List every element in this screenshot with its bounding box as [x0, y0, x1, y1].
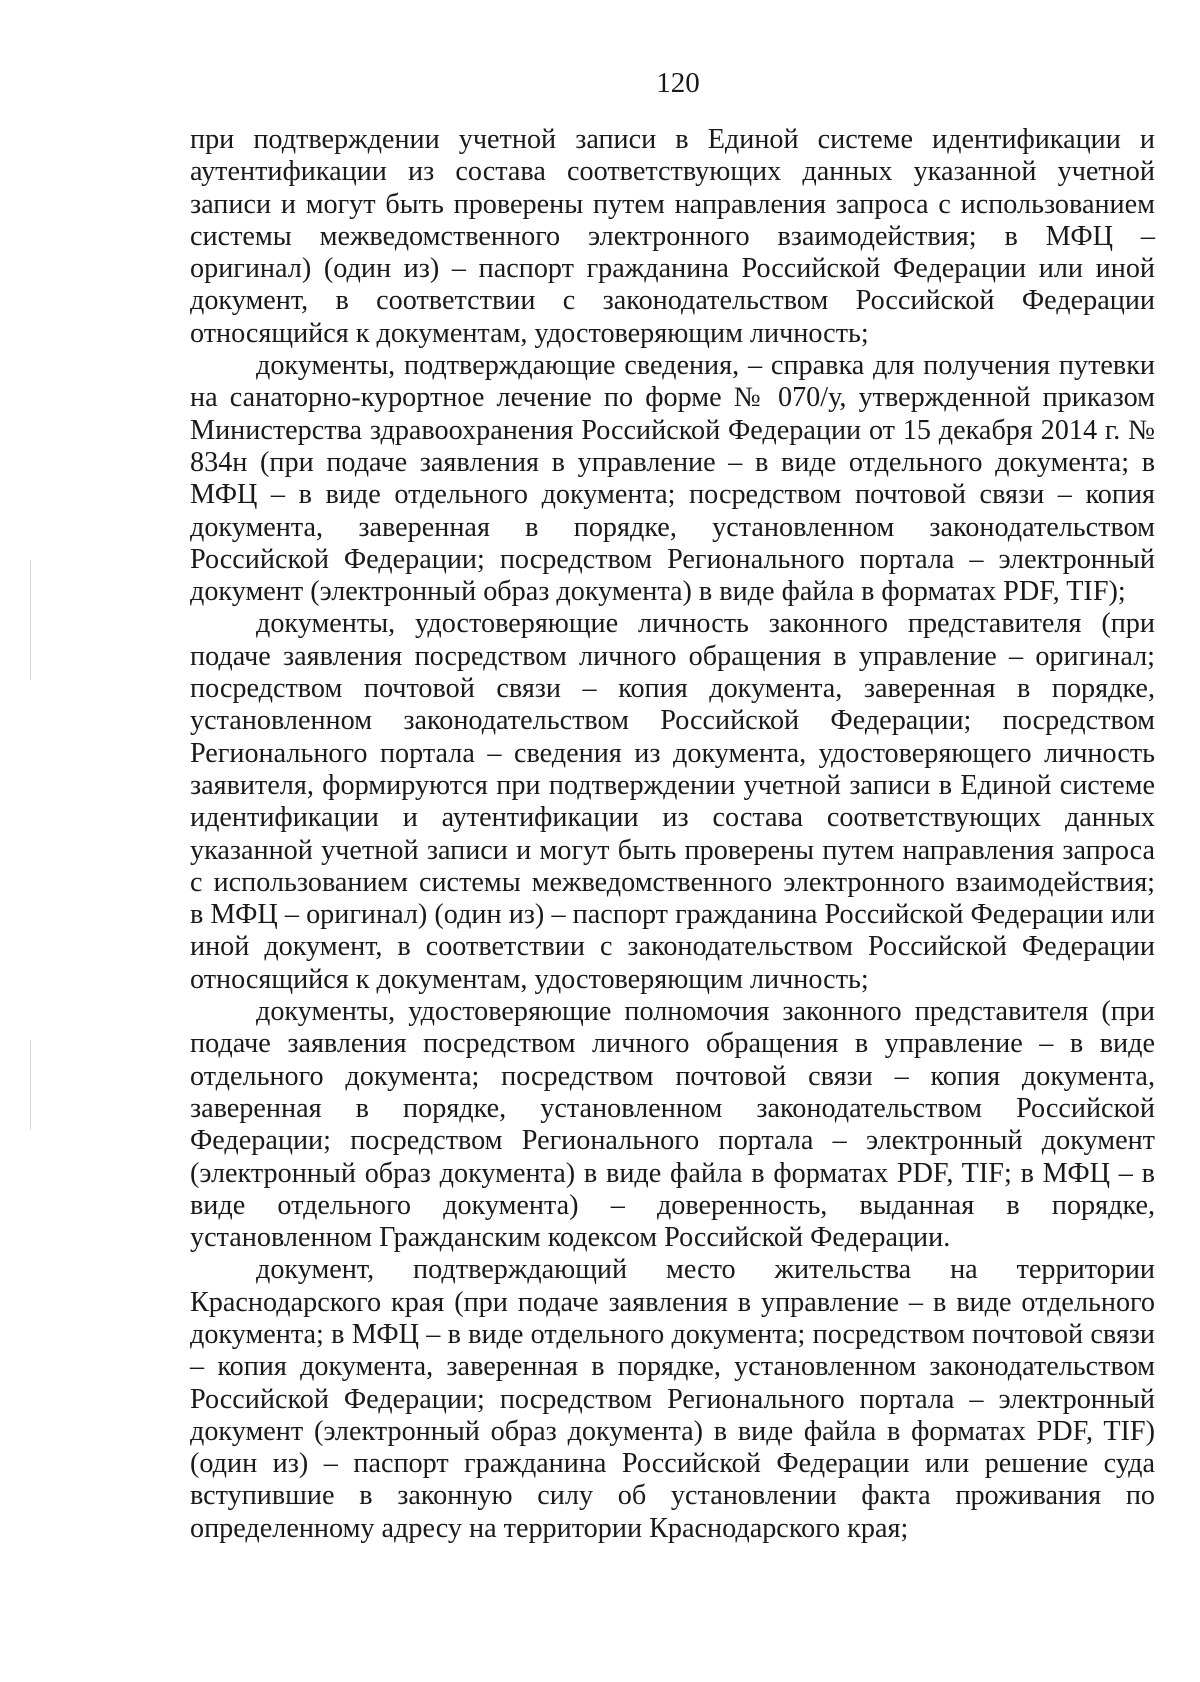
paragraph-continuation: при подтверждении учетной записи в Единой системе идентификации и аутентификации из состава соответствующих данных указанной учетной записи и могут быть проверены путем направления запроса с использованием системы межведомственного электронного взаимодействия; в МФЦ – оригинал) (один из) – паспорт гражданина Российской Федерации или иной документ, в соответствии с законодательством Российской Федерации относящийся к документам, удостоверяющим личность; — [190, 124, 1155, 349]
page-number-container — [0, 66, 1200, 100]
paragraph-representative-identity: документы, удостоверяющие личность законного представителя (при подаче заявления посредством личного обращения в управление – оригинал; посредством почтовой связи – копия документа, заверенная в порядке, установленном законодательством Российской Федерации; посредством Регионального портала – сведения из документа, удостоверяющего личность заявителя, формируются при подтверждении учетной записи в Единой системе идентификации и аутентификации из состава соответствующих данных указанной учетной записи и могут быть проверены путем направления запроса с использованием системы межведомственного электронного взаимодействия; в МФЦ – оригинал) (один из) – паспорт гражданина Российской Федерации или иной документ, в соответствии с законодательством Российской Федерации относящийся к документам, удостоверяющим личность; — [190, 608, 1155, 995]
scan-edge-mark — [30, 1040, 31, 1130]
paragraph-residence-document: документ, подтверждающий место жительства на территории Краснодарского края (при подаче заявления в управление – в виде отдельного документа; в МФЦ – в виде отдельного документа; посредством почтовой связи – копия документа, заверенная в порядке, установленном законодательством Российской Федерации; посредством Регионального портала – электронный документ (электронный образ документа) в виде файла в форматах PDF, TIF) (один из) – паспорт гражданина Российской Федерации или решение суда вступившие в законную силу об установлении факта проживания по определенному адресу на территории Краснодарского края; — [190, 1254, 1155, 1544]
page-number: 120 — [656, 67, 700, 99]
paragraph-confirming-documents: документы, подтверждающие сведения, – справка для получения путевки на санаторно-курортное лечение по форме № 070/у, утвержденной приказом Министерства здравоохранения Российской Федерации от 15 декабря 2014 г. № 834н (при подаче заявления в управление – в виде отдельного документа; в МФЦ – в виде отдельного документа; посредством почтовой связи – копия документа, заверенная в порядке, установленном законодательством Российской Федерации; посредством Регионального портала – электронный документ (электронный образ документа) в виде файла в форматах PDF, TIF); — [190, 350, 1155, 608]
scan-edge-mark — [30, 560, 31, 680]
paragraph-representative-authority: документы, удостоверяющие полномочия законного представителя (при подаче заявления посредством личного обращения в управление – в виде отдельного документа; посредством почтовой связи – копия документа, заверенная в порядке, установленном законодательством Российской Федерации; посредством Регионального портала – электронный документ (электронный образ документа) в виде файла в форматах PDF, TIF; в МФЦ – в виде отдельного документа) – доверенность, выданная в порядке, установленном Гражданским кодексом Российской Федерации. — [190, 996, 1155, 1254]
body-text — [190, 124, 1155, 1545]
